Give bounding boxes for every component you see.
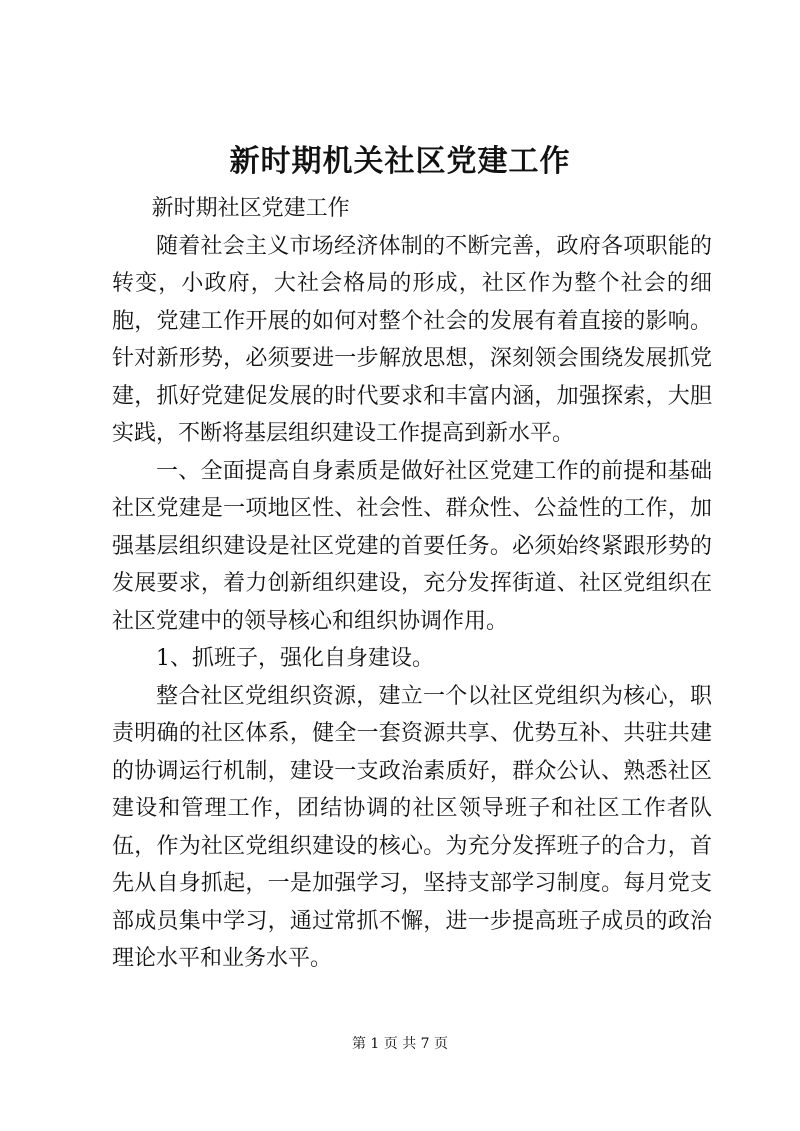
document-title: 新时期机关社区党建工作 — [229, 144, 571, 179]
paragraph-body: 整合社区党组织资源，建立一个以社区党组织为核心，职责明确的社区体系，健全一套资源共享、优势互补、共驻共建的协调运行机制，建设一支政治素质好，群众公认、熟悉社区建设和管理工作，团结协调的社区领导班子和社区工作者队伍，作为社区党组织建设的核心。为充分发挥班子的合力，首先从自身抓起，一是加强学习，坚持支部学习制度。每月党支部成员集中学习，通过常抓不懈，进一步提高班子成员的政治理论水平和业务水平。 — [112, 683, 712, 971]
paragraph-intro: 随着社会主义市场经济体制的不断完善，政府各项职能的转变，小政府，大社会格局的形成，社区作为整个社会的细胞，党建工作开展的如何对整个社会的发展有着直接的影响。针对新形势，必须要进一步解放思想，深刻领会围绕发展抓党建，抓好党建促发展的时代要求和丰富内涵，加强探索，大胆实践，不断将基层组织建设工作提高到新水平。 — [112, 233, 712, 446]
paragraph-heading-1: 1、抓班子，强化自身建设。 — [156, 646, 434, 671]
document-subtitle: 新时期社区党建工作 — [151, 196, 350, 221]
paragraph-section-one: 一、全面提高自身素质是做好社区党建工作的前提和基础社区党建是一项地区性、社会性、群众性、公益性的工作，加强基层组织建设是社区党建的首要任务。必须始终紧跟形势的发展要求，着力创新组织建设，充分发挥街道、社区党组织在社区党建中的领导核心和组织协调作用。 — [112, 458, 712, 634]
document-body — [112, 190, 712, 978]
page-number-footer: 第 1 页 共 7 页 — [351, 1036, 449, 1052]
